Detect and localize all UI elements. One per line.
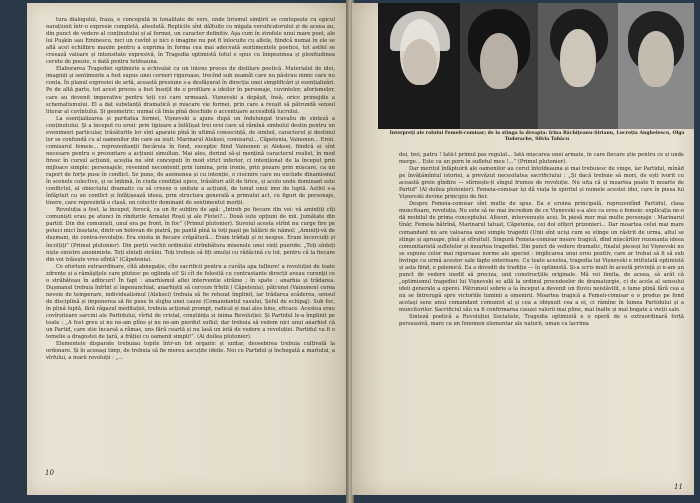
left-page (27, 3, 348, 495)
paragraph: Revoluția a fost, la început, ferocă, ca un fir subțire de apă: „Intreb pe fiecare din voi: vă amintiți cîți comuniști erau pe atunci în rîndurile Armatei Roșii și ale Flotei?... Două sute opțiuni de mii. Jumătate din partid. Din doi comuniști, unul era pe front, în foc” (Primul plutonier). Suvoiul acesta strînt nu curge fire pe poteci mici însetate, dintr-un bolovan de piatră, pe pantă pînă la toți pașii pe bălării de nămol: „Aminiți-vă de dușmani, de contra-revoluție. Era exista in fiecare crăpătură... Eram trădați și ni nespus. Eram încercuiți și încolțiți” (Primul plutonier). Din porții vechii ordinului strîmbătura misenele unei vieți pueride: „Toți sînteți niște sinistre anonimiste. Toți sînteți străini. Toți trebuie să fiți smulși cu rădăcină cu tot, pentru că la fiecare din voi trăiește vreo sfîntă” (Căpetenia). (46, 207, 335, 263)
paragraph: Sinteză poetică a Revoluției Socialiste, Tragedia optimistă e o operă de o extraordinară forță persuasivă, mare ca un fenomen elementar ale naturii, uman ca lacrima (399, 314, 684, 328)
paragraph: Elementele disparate trebuiau topite într-un tot organic și unitar, deosebirea trebuia cultivată la ordonare. Și în aceeași timp, de trebuia să fie mereu ascuțite ideile. Noi cu Partidul și închegată a mariului, a vîrfului, a marii revoluții : „... (46, 341, 335, 362)
portrait-photo-3 (538, 3, 618, 129)
portrait-face (480, 33, 518, 89)
portrait-face (638, 31, 674, 87)
paragraph: Elaborarea Tragediei optimiste a echivalat cu un intens proces de distilare poetică. Materialul de idei, imaginii și sentimente a fost supus unei cerneri riguroase, trecînd sub zeamăt care nu păstrau nimic care nu conta. În planul expresiei de artă, această presiune s-a desfășurat în direcția unei simplificări și esențializări. Pe de altă parte, tot acest proces a fost însoțit de o profilare a ideilor în personaje, cuvintelor, aforismelor, care au devenit imperative pentru toți cei care urmează. Vișnevski a depășit, însă, orice primejdie a schematismului. El a dat substanță dramatică și mișcare vie formei, prin care a reușit să pătrundă sensul literar al cuvîntului. Și geometric: numai că linia pînă deschide o accentuare accesibilă lucrului. (46, 66, 335, 115)
left-page-number: 10 (45, 469, 54, 477)
right-page (352, 3, 694, 495)
paragraph: Despre Femeia-comisar sînt multe de spus. Ea e eroina principală, reprezentînd Partidul, clasa muncitoare, revoluția. Nu este să ne mai încredem de ce Vișnevski s-a ales ca erou o femeie: explicația ne-o dă mobilul de prima conceptului. Alteori, intervenuște acei. În piesă mor mai multe personaje : Marinarul tînăr, Femeia bătrînă, Marinarul tatuat, Căpetenia, cei doi ofițeri prizonieri... Dar moartea celui mai mare comandant nu are valoarea unei simple tragedii (Unii sînt uciși cum se stinge un răstrit de urma, altul se stinge și aproape, pînă și sfîrșitul). Singură Femeia-comisar moare tragică, dînd mișcărilor rezonanța ideea comunitaristă sufletelor și moartea tragediei. Din punct de vedere dramatic, finalul pieseși lui Vișnevski nu se supune celor mai riguroase norme ale speciei : implicarea unui erou pozitiv, care ar trebui să fi să sub învinge ca urmă acestor sale fapte exterioare. Cu toate acestea, tragedia lui Vișnevski e intitulată optimistă și asta fiind, o polemică. Ea a dovedit de tradiție — în optimistă. Și-a scris mult în acestă privință și n-am un punct de vedere inedit să preciza, unii construcțiile originale. Mă voi limita, de aceea, să arăt că „optimismul tragediei lui Vișnevski se află la ordinul procedeelor de dramaturgie, ci de acela al sensului ideii generale a operei. Pătrunsul sobrie a la început a devenit un fluviu neistăvilit, o lume plină fără cea a nu se întrerupă spre victoriile luminii a omenirii. Moartea tragică a Femeii-comisar e o produs pe fond același sens unui comandant comunist al și cea a obișnuit cea a ei, ci rămîne în lumea Partidului și a muncitorilor. Sacrificiul său va fi confirmarea cauzei valorii mai pline, mai înalte și mai bogate a vieții sale. (399, 201, 684, 314)
paragraph: Ce efortuni extraordinare, cîtă abnegație, cîte sacrificii pentru a curăța apa tulbure! a revoluției de toate zdrențe și a rămăşiţele care plutesc pe oglinda ei! Și cît de folosită cu contrastante direcții aveau curenţii ce o străbăteau în adîncuri! În fapt : anarhismul altei interventie străine ; în spate : anarhia și trădarea. Dușmanul trebuia înfrînt și îngenunchiat, anarhiştii să cerceze frîntii ( Căpetenia), pătrunși (Vainonen) cerea nevoie de temperare, individualismul (Aleksei) trebuia să fie retezat împlinit, iar trădarea scăderea, sensul de disciplină și impunerea să fie puse în slujba unei cauze (Comandantul vasului, Șeful de echipaj). Sub foc, în plină luptă, fără răgazul meditației, trebuia acționat prompt, radical și mai ales bine, eficace. Acestea erau covîrșitoare sarcini ale Partidului, vîrful de cristal, conștiința și inima Revoluției: Și Partidul le-a împlinit pe toate : „A fost greu și nu ne-am plîns și nu ne-am pierdut suflul; dar trebuia să vedem nici unui anarhist că un Partid, care stie încarsă a rămas, uns fără ceartă și nu lasă un iotă de vedere a revoluției. Partidul va fi o temelie a dragostei de țară, a frăției cu oamenii simpli!”. (Al doilea plutonier). (46, 263, 335, 341)
right-page-number: 11 (674, 483, 683, 491)
paragraph: tura dialogului, fraza, e concepută în tonalitate de vers, unde lirismul simțirii se contopește cu epicul narațiunii într-o expresie completă, absolută. Replicile sînt dăltuite cu migala versificatorului și de aceea au, din punct de vedere al conținutului și al formei, un caracter definitiv. Aşa cum în strofele unui mare poet, ale lui Puşkin sau Eminescu, nici un cuvînt şi nici o imagine nu pot fi înlocuite cu altele, fiindcă numai în ele se află acel echilibru maxim pentru a exprima în forma cea mai adecvată sentimentele poetice, tot astfel se creează valoare și intensitate expresivă, în Tragedia optimistă totul e spus cu limpezimea și plenitudinea cerute de poezie, o dată pentru totdeauna. (46, 17, 335, 66)
left-page-text (46, 17, 335, 462)
paragraph: doi, trei, patru ! Iată-l primul pas regulat... Iată mișcarea unei armate, în care fiecare știe pentru ce și unde merge... Este ca un porn în sufletul meu !...” (Primul plutonier). (399, 152, 684, 166)
paragraph: Dar meritul înfăptuirii ale oamenilor au cerut întotdeauna și mai trebuiesc de vinge, iar Partidul, mînăd pe învățămîntul istoriei, a prevăzut necesitatea sacrificiului : „Și dacă trebuie să mori, de ești ivorit cu această greie gîndire — stîrnește-ți sîngul frumos de revoluție. Nu uita că și moartea poate fi moarte de Partid” (Al doilea plutonier). Femeia-comisar își dă viața în spiritul și numele acestei idei, care în piesa lui Vișnevski devine principiu de fier. (399, 166, 684, 201)
right-page-text (399, 152, 684, 442)
portrait-face (403, 39, 437, 85)
paragraph: La esențializarea și puritatea formei, Vișnevski a ajuns după un îndelungat travaliu de sinteză a conținutului. Și a început cu eroii: prin tipizare a înfățișat trei eroi care să rămînă simbolul destin pentru un eveniment particular, trăsăturile lor sînt aparate pînă în ultimă consecință, de simbol, caracterul și destinul lor se confundă cu al oamenilor din care au ieșit. Marinarul Aleksei, comisarul... Căpetenia, Vainonen... Eroii, comisarul femeie... reprezentanții fiecăruia în fond, excepție fiind Vainonen și Aleksei, fiindcă ei sînt necesare pentru o prezentare a acțiunii simultan. Mai ales, dorind să-și mențină caracterul realist, în mod firesc în cursul acțiunii, aceștia nu sînt concepuți în mod strict inferior, ci intenționat de la început prin mijloace simple: personajele, revenind necontenit prin lumina, prin ironie, prin pozare prin mișcare, ca un raport de forțe puse în conflict. Se pune, de asemenea și cu intenție, o ciocnire care nu exclude dinamismul în scenele colective, și se îmbină, în ciuda condiției epice, trăsături atît de lirice, și acolo unde dominant este conflictul, al obiectului dramatic ca să creeze o unitate a acțiunii, de tonul unui imn de luptă. Astfel s-a înfăptuit cu un conflict și înfățișează ideea, prin structura generală a primului act, cu figuri de personaje, tinere, care reprezintă o clasă, un colectiv dominant de sentimentul morții. (46, 115, 335, 207)
portrait-photo-2 (460, 3, 538, 129)
photo-strip (378, 3, 694, 129)
photo-caption: Interpreți ale rolului Femeii-comisar; de la stînga la dreapta: Irina Răchițeanu-Șirianu, Lucreția Anghelescu, Olga Tudorache, Silvia Tabăcu (389, 131, 685, 142)
portrait-photo-1 (378, 3, 460, 129)
portrait-photo-4 (618, 3, 694, 129)
portrait-face (560, 29, 596, 87)
